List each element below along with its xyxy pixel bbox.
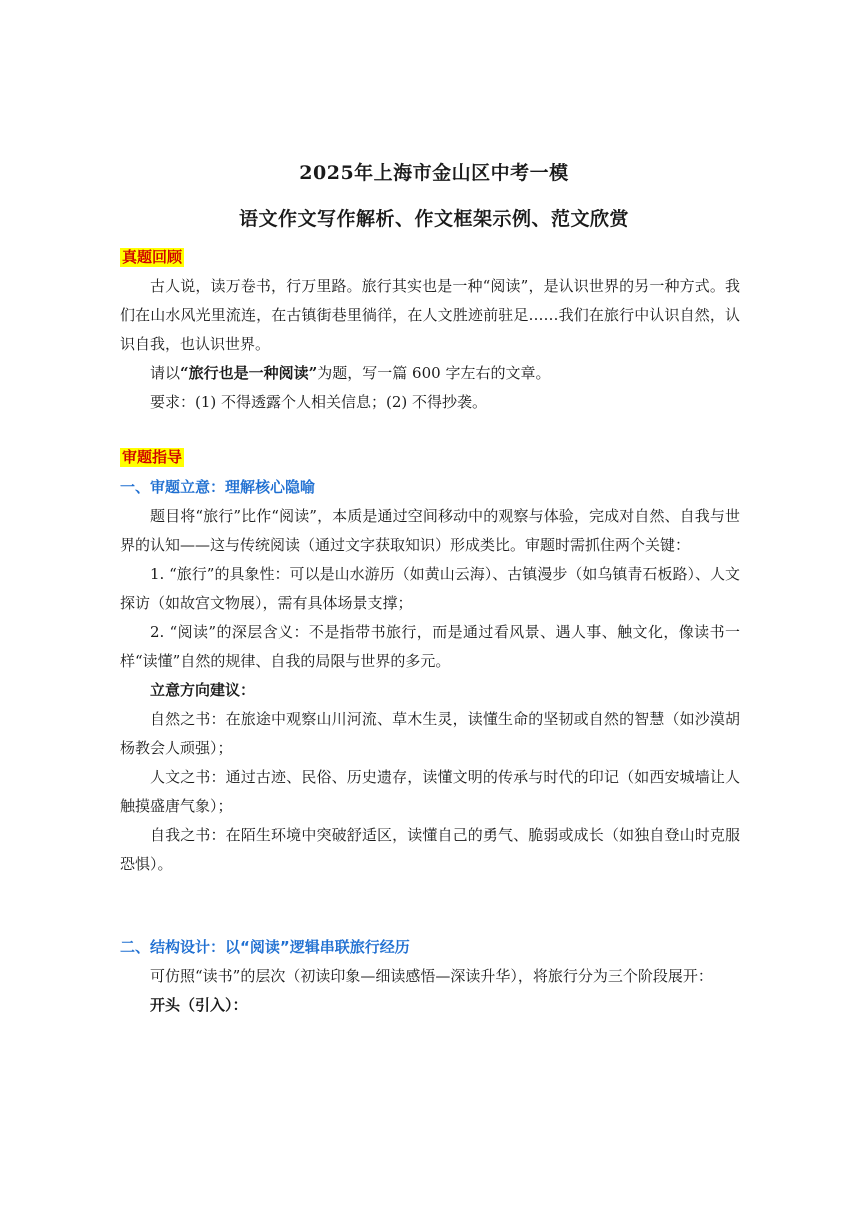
direction-culture: 人文之书：通过古迹、民俗、历史遗存，读懂文明的传承与时代的印记（如西安城墙让人触摸盛唐气象）；: [120, 768, 740, 815]
prompt-paragraph-3: 要求：(1) 不得透露个人相关信息；(2) 不得抄袭。: [150, 393, 488, 411]
analysis-paragraph-3: 2. “阅读”的深层含义：不是指带书旅行，而是通过看风景、遇人事、触文化，像读书一样“读懂”自然的规律、自我的局限与世界的多元。: [120, 623, 740, 670]
subheading-opening: 开头（引入）：: [150, 996, 248, 1014]
prompt-paragraph-1: 古人说，读万卷书，行万里路。旅行其实也是一种“阅读”，是认识世界的另一种方式。我们在山水风光里流连，在古镇街巷里徜徉，在人文胜迹前驻足……我们在旅行中认识自然，认识自我，也认识世界。: [120, 277, 740, 353]
section-heading-1: 一、审题立意：理解核心隐喻: [120, 478, 316, 496]
exam-prompt: [120, 272, 740, 417]
direction-self: 自我之书：在陌生环境中突破舒适区，读懂自己的勇气、脆弱或成长（如独自登山时克服恐惧）。: [120, 826, 740, 873]
subheading-direction: 立意方向建议：: [150, 681, 256, 699]
document-title-line1: 2025年上海市金山区中考一模: [299, 162, 569, 184]
section-tag-guidance: 审题指导: [122, 448, 183, 466]
guidance-content: [120, 476, 740, 879]
section-guidance: [120, 447, 740, 467]
structure-content: [120, 936, 740, 1020]
prompt-p2-pre: 请以: [150, 364, 181, 382]
section-heading-2: 二、结构设计：以“阅读”逻辑串联旅行经历: [120, 938, 410, 956]
document-title-line2: 语文作文写作解析、作文框架示例、范文欣赏: [238, 208, 629, 230]
section-real-exam: [120, 247, 740, 267]
section-tag-real-exam: 真题回顾: [122, 248, 183, 266]
prompt-paragraph-2: [120, 359, 740, 388]
direction-nature: 自然之书：在旅途中观察山川河流、草木生灵，读懂生命的坚韧或自然的智慧（如沙漠胡杨教会人顽强）；: [120, 710, 740, 757]
analysis-paragraph-2: 1. “旅行”的具象性：可以是山水游历（如黄山云海）、古镇漫步（如乌镇青石板路）、人文探访（如故宫文物展），需有具体场景支撑；: [120, 565, 740, 612]
analysis-paragraph-1: 题目将“旅行”比作“阅读”，本质是通过空间移动中的观察与体验，完成对自然、自我与世界的认知——这与传统阅读（通过文字获取知识）形成类比。审题时需抓住两个关键：: [120, 507, 740, 554]
prompt-p2-post: 为题，写一篇 600 字左右的文章。: [317, 364, 551, 382]
structure-paragraph-1: 可仿照“读书”的层次（初读印象—细读感悟—深读升华），将旅行分为三个阶段展开：: [150, 967, 713, 985]
prompt-p2-title: “旅行也是一种阅读”: [180, 364, 318, 382]
